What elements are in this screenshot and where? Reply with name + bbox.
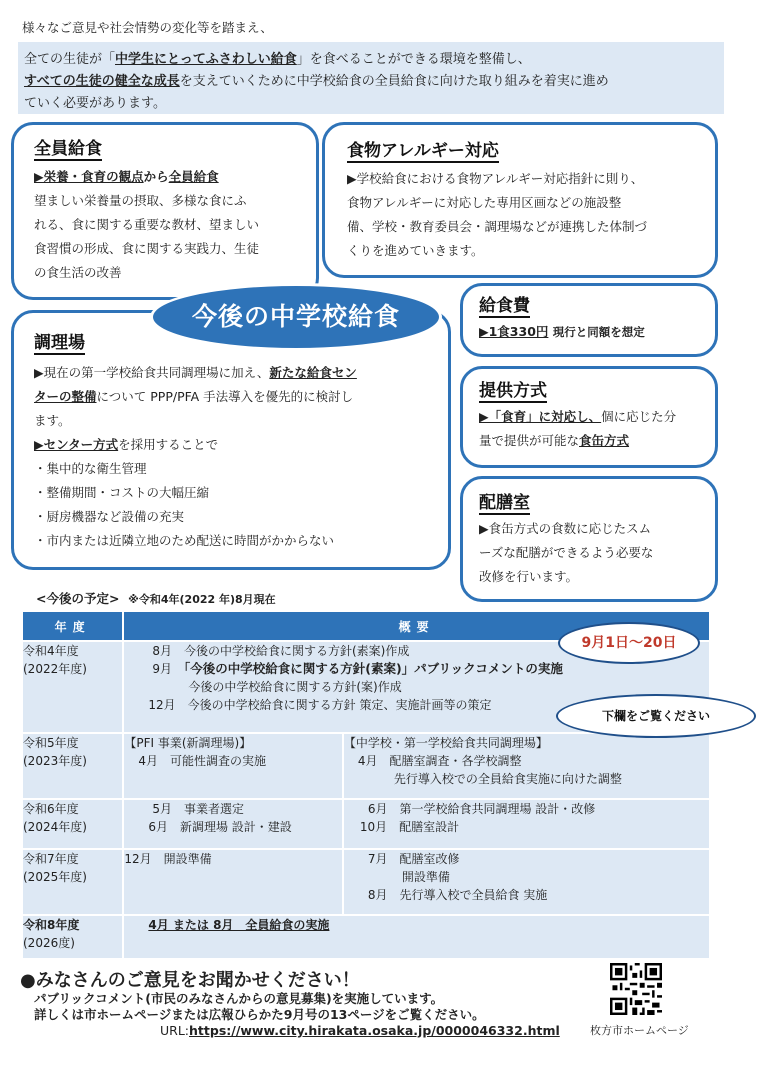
card-line: ▶「食育」に対応し、個に応じた分 [479, 409, 677, 425]
summary-cell: 12月 開設準備 [123, 849, 343, 915]
footer-line: 詳しくは市ホームページまたは広報ひらかた9月号の13ページをご覧ください。 [34, 1007, 485, 1022]
summary-cell: 8月 今後の中学校給食に関する方針(素案)作成 9月 「今後の中学校給食に関する方針(素案)」パブリックコメントの実施 今後の中学校給食に関する方針(案)作成 12月 今後の中学校給食に関する方針 策定、実施計画等の策定 [123, 641, 710, 733]
card-line: ます。 [34, 413, 71, 429]
card-line: 食習慣の形成、食に関する実践力、生徒 [34, 241, 260, 257]
card-choriba [11, 310, 451, 570]
card-line: れる、食に関する重要な教材、望ましい [34, 217, 260, 233]
card-line: の食生活の改善 [34, 265, 122, 281]
schedule-title: <今後の予定> ※令和4年(2022 年)8月現在 [36, 591, 276, 606]
card-line: ▶現在の第一学校給食共同調理場に加え、新たな給食セン [34, 365, 357, 381]
year-cell: 令和7年度 (2025年度) [22, 849, 123, 915]
card-haizen [460, 476, 718, 602]
bullet-item: ・整備期間・コストの大幅圧縮 [34, 485, 210, 501]
see-below-bubble: 下欄をご覧ください [556, 694, 756, 738]
table-row [22, 915, 710, 959]
card-line: ーズな配膳ができるよう必要な [479, 545, 654, 561]
table-row [22, 849, 710, 915]
bullet-item: ・厨房機器など設備の充実 [34, 509, 185, 525]
center-title: 今後の中学校給食 [150, 283, 442, 351]
summary-cell: 【中学校・第一学校給食共同調理場】 4月 配膳室調査・各学校調整 先行導入校での全員給食実施に向けた調整 [343, 733, 710, 799]
table-row [22, 799, 710, 849]
summary-cell: 4月 または 8月 全員給食の実施 [123, 915, 710, 959]
footer-heading: ●みなさんのご意見をお聞かせください！ [20, 970, 360, 991]
qr-caption: 枚方市ホームページ [590, 1024, 689, 1037]
summary-cell: 【PFI 事業(新調理場)】 4月 可能性調査の実施 [123, 733, 343, 799]
card-line: 量で提供が可能な食缶方式 [479, 433, 630, 449]
card-line: ▶センター方式を採用することで [34, 437, 219, 453]
col-year: 年度 [22, 611, 123, 641]
intro-line-2: すべての生徒の健全な成長を支えていくために中学校給食の全員給食に向けた取り組みを着実に進め [24, 74, 609, 89]
card-subtitle: ▶栄養・食育の観点から全員給食 [34, 169, 219, 185]
intro-text: 様々なご意見や社会情勢の変化等を踏まえ、 [22, 20, 273, 35]
card-line: ▶1食330円 現行と同額を想定 [479, 324, 645, 340]
card-line: ▶食缶方式の食数に応じたスム [479, 521, 652, 537]
col-summary: 概要 [123, 611, 710, 641]
year-cell: 令和6年度 (2024年度) [22, 799, 123, 849]
card-line: 望ましい栄養量の摂取、多様な食にふ [34, 193, 247, 209]
bullet-item: ・市内または近隣立地のため配送に時間がかからない [34, 533, 335, 549]
card-title: 調理場 [34, 333, 85, 355]
card-title: 全員給食 [34, 139, 102, 161]
year-cell: 令和5年度 (2023年度) [22, 733, 123, 799]
summary-cell: 5月 事業者選定 6月 新調理場 設計・建設 [123, 799, 343, 849]
year-cell: 令和8年度 (2026度) [22, 915, 123, 959]
footer-line: パブリックコメント(市民のみなさんからの意見募集)を実施しています。 [34, 991, 444, 1006]
summary-cell: 7月 配膳室改修 開設準備 8月 先行導入校で全員給食 実施 [343, 849, 710, 915]
intro-line-1: 全ての生徒が「中学生にとってふさわしい給食」を食べることができる環境を整備し、 [24, 52, 531, 67]
card-kyushokuhi [460, 283, 718, 357]
card-title: 提供方式 [479, 381, 547, 403]
card-title: 給食費 [479, 296, 530, 318]
card-line: ターの整備について PPP/PFA 手法導入を優先的に検討し [34, 389, 354, 405]
qr-code-icon [610, 963, 662, 1015]
summary-cell: 6月 第一学校給食共同調理場 設計・改修 10月 配膳室設計 [343, 799, 710, 849]
url-link[interactable]: https://www.city.hirakata.osaka.jp/0000046332.html [189, 1023, 560, 1038]
card-line: くりを進めていきます。 [347, 243, 484, 259]
year-cell: 令和4年度 (2022年度) [22, 641, 123, 733]
intro-line-3: ていく必要があります。 [24, 96, 166, 111]
table-row [22, 733, 710, 799]
card-line: ▶学校給食における食物アレルギー対応指針に則り、 [347, 171, 644, 187]
card-allergy [322, 122, 718, 278]
card-line: 改修を行います。 [479, 569, 579, 585]
card-title: 食物アレルギー対応 [347, 141, 499, 163]
card-line: 備、学校・教育委員会・調理場などが連携した体制づ [347, 219, 648, 235]
card-line: 食物アレルギーに対応した専用区画などの施設整 [347, 195, 622, 211]
card-title: 配膳室 [479, 493, 530, 515]
card-zenin-kyushoku [11, 122, 319, 300]
bullet-item: ・集中的な衛生管理 [34, 461, 147, 477]
card-teikyo [460, 366, 718, 468]
footer-url: URL:https://www.city.hirakata.osaka.jp/0000046332.html [160, 1023, 560, 1038]
date-bubble: 9月1日～20日 [558, 622, 700, 664]
